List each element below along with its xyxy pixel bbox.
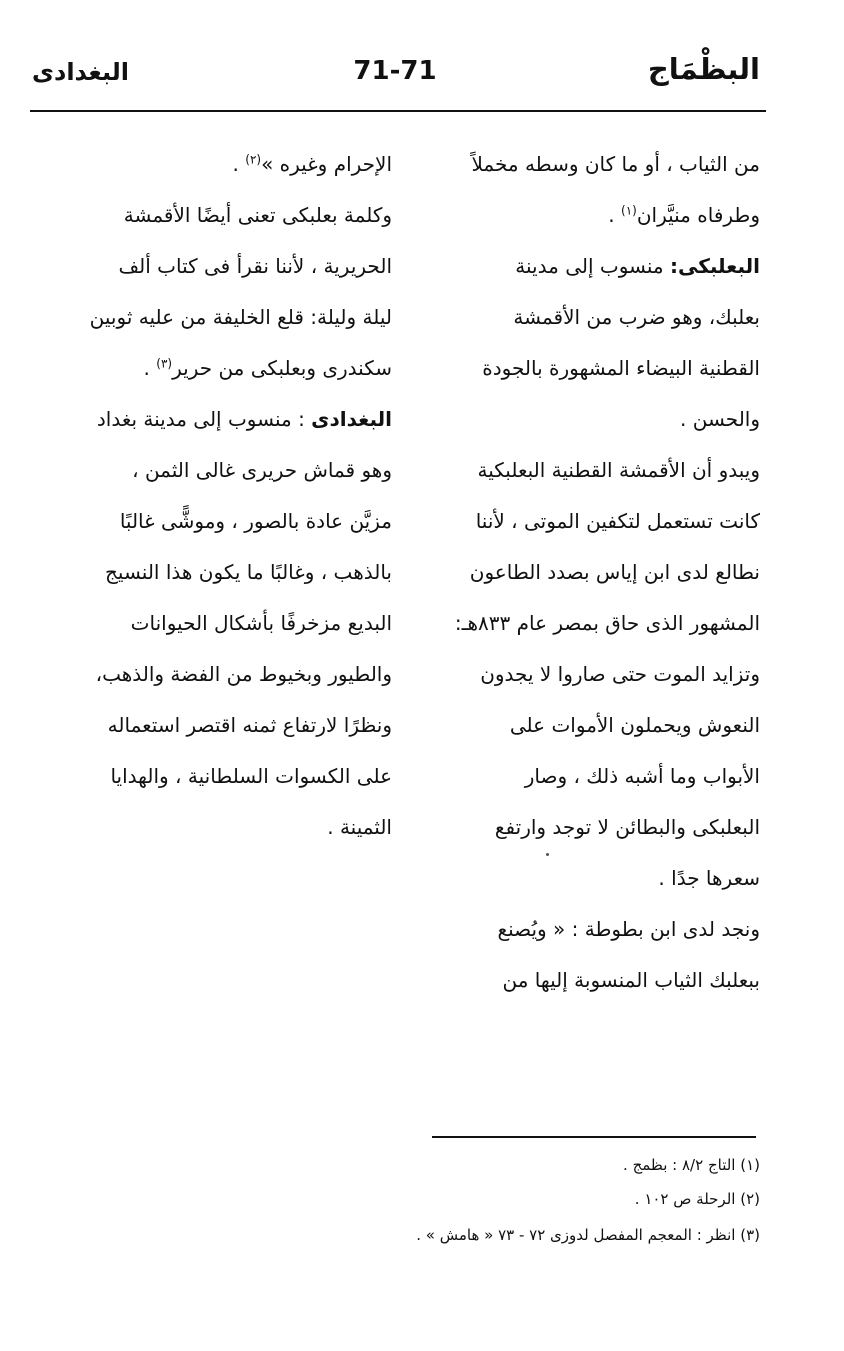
- text-line: وكلمة بعلبكى تعنى أيضًا الأقمشة: [123, 203, 392, 227]
- text-line: والطيور وبخيوط من الفضة والذهب،: [95, 662, 392, 686]
- footnote-1: (١) التاج ٨/٢ : بظمج .: [623, 1156, 760, 1174]
- text-line: القطنية البيضاء المشهورة بالجودة: [482, 356, 760, 380]
- running-head-right: البظْمَاج: [647, 52, 760, 86]
- footnote-ref: (٣): [156, 356, 173, 371]
- entry-term-baalbaki: البعلبكى:: [669, 254, 760, 278]
- text-line: بعلبك، وهو ضرب من الأقمشة: [513, 305, 760, 329]
- text-segment: : منسوب إلى مدينة بغداد: [96, 407, 312, 431]
- text-line: [430, 241, 760, 292]
- text-line: المشهور الذى حاق بمصر عام ٨٣٣هـ:: [454, 611, 760, 635]
- text-line: كانت تستعمل لتكفين الموتى ، لأننا: [475, 509, 760, 533]
- text-line: الأبواب وما أشبه ذلك ، وصار: [524, 764, 760, 788]
- text-line: الثمينة .: [327, 815, 392, 839]
- text-line: ببعلبك الثياب المنسوبة إليها من: [502, 968, 760, 992]
- text-line: ونظرًا لارتفاع ثمنه اقتصر استعماله: [107, 713, 392, 737]
- text-segment: .: [232, 152, 246, 176]
- page-number: 71-71: [353, 56, 437, 86]
- text-line: وتزايد الموت حتى صاروا لا يجدون: [480, 662, 760, 686]
- text-segment: سكندرى وبعلبكى من حرير: [172, 356, 392, 380]
- text-line: ويبدو أن الأقمشة القطنية البعلبكية: [477, 458, 760, 482]
- text-line: نطالع لدى ابن إياس بصدد الطاعون: [469, 560, 760, 584]
- header-rule: [30, 110, 766, 112]
- footnote-2: (٢) الرحلة ص ١٠٢ .: [634, 1190, 760, 1208]
- text-line: بالذهب ، وغالبًا ما يكون هذا النسيج: [105, 560, 392, 584]
- text-segment: وطرفاه منيَّران: [636, 203, 760, 227]
- text-line: والحسن .: [680, 407, 760, 431]
- text-line: النعوش ويحملون الأموات على: [509, 713, 760, 737]
- text-line: من الثياب ، أو ما كان وسطه مخملاً: [471, 152, 760, 176]
- text-segment: منسوب إلى مدينة: [515, 254, 670, 278]
- scan-speck: [546, 853, 549, 856]
- text-line: الحريرية ، لأننا نقرأ فى كتاب ألف: [118, 254, 392, 278]
- footnote-3: (٣) انظر : المعجم المفصل لدوزى ٧٢ - ٧٣ « هامش » .: [416, 1226, 760, 1244]
- text-line: البديع مزخرفًا بأشكال الحيوانات: [130, 611, 392, 635]
- text-line: وهو قماش حريرى غالى الثمن ،: [132, 458, 392, 482]
- text-line: [32, 343, 392, 394]
- text-segment: .: [608, 203, 621, 227]
- text-line: سعرها جدًا .: [658, 866, 760, 890]
- text-line: على الكسوات السلطانية ، والهدايا: [110, 764, 392, 788]
- text-line: البعلبكى والبطائن لا توجد وارتفع: [494, 815, 760, 839]
- left-column: [32, 139, 392, 853]
- text-line: مزيَّن عادة بالصور ، وموشًّى غالبًا: [119, 509, 392, 533]
- entry-term-baghdadi: البغدادى: [311, 407, 392, 431]
- text-line: [32, 394, 392, 445]
- text-line: [430, 190, 760, 241]
- text-line: ونجد لدى ابن بطوطة : « ويُصنع: [497, 917, 760, 941]
- text-segment: الإحرام وغيره »: [261, 152, 392, 176]
- footnote-ref: (٢): [245, 152, 262, 167]
- footnote-ref: (١): [621, 203, 637, 218]
- text-line: [32, 139, 392, 190]
- text-segment: .: [143, 356, 157, 380]
- footnote-rule: [432, 1136, 756, 1138]
- right-column: [430, 139, 760, 1006]
- text-line: ليلة وليلة: قلع الخليفة من عليه ثوبين: [89, 305, 392, 329]
- running-head-left: البغدادى: [32, 58, 129, 86]
